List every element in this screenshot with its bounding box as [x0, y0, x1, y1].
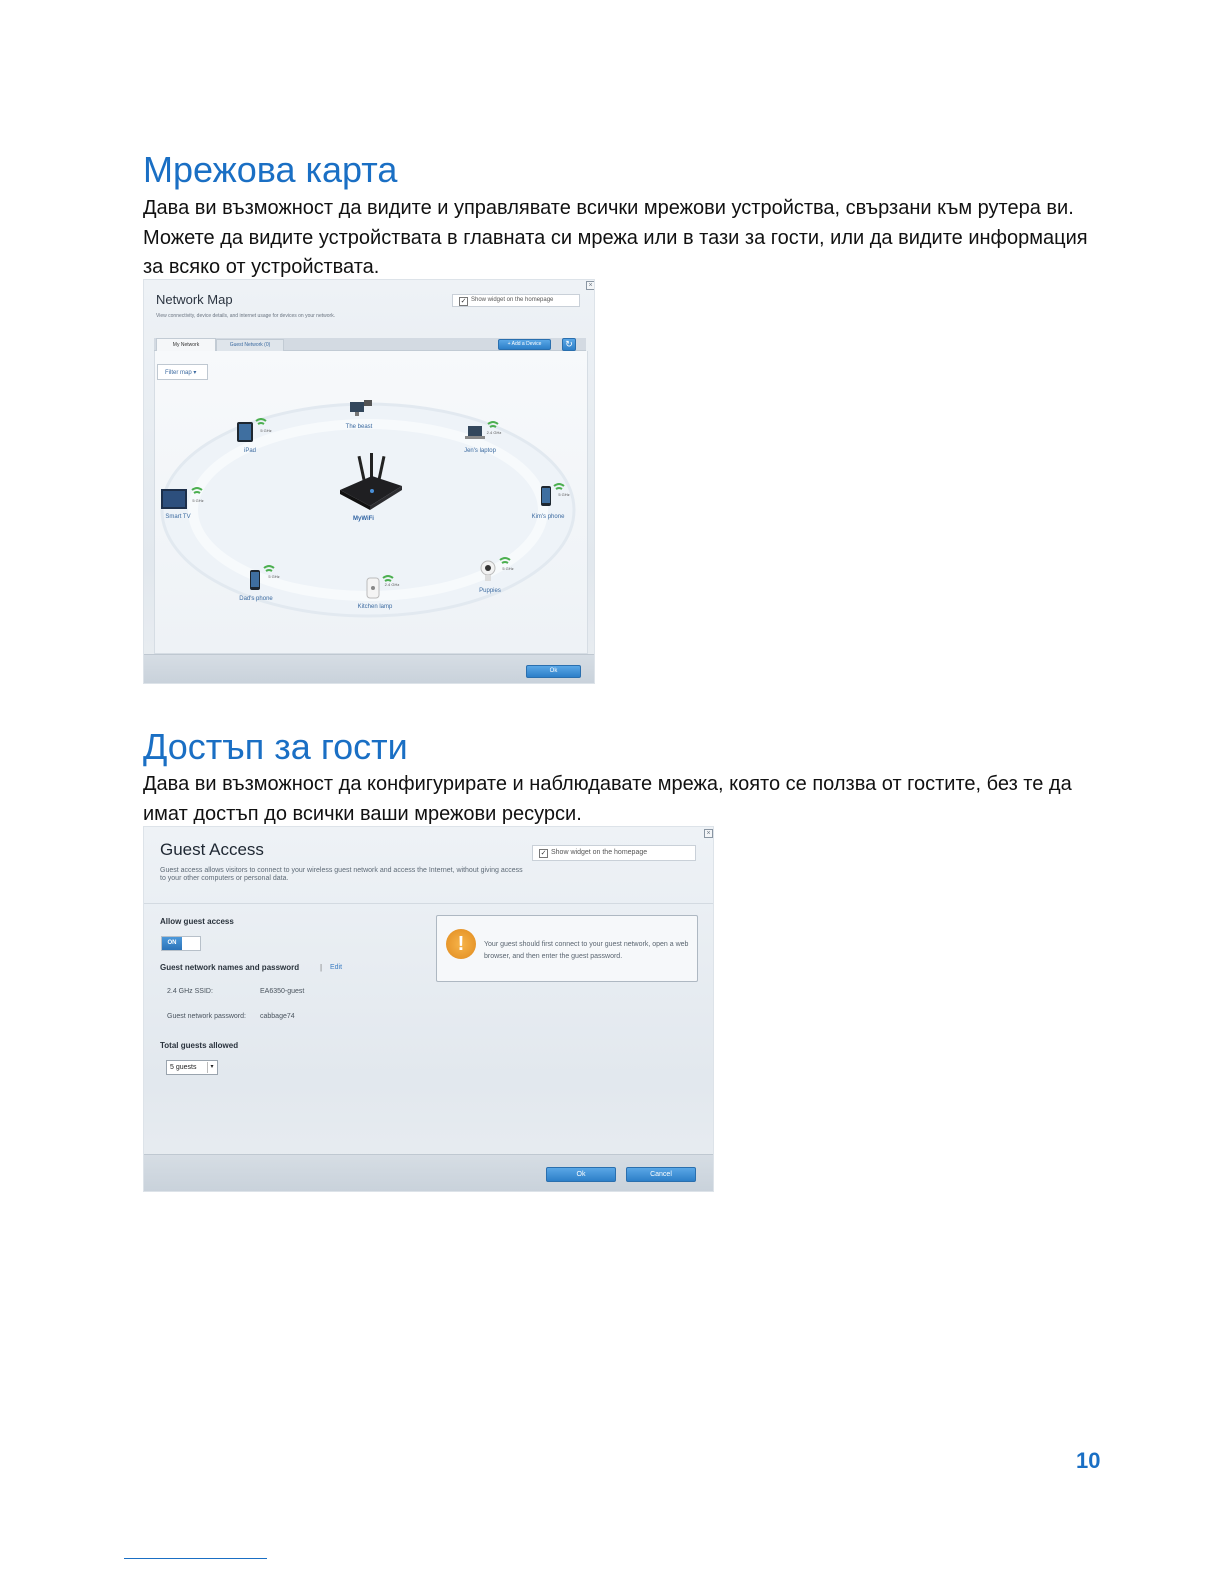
total-guests-select[interactable]	[166, 1060, 218, 1075]
device-jens-laptop[interactable]	[458, 420, 502, 454]
tab-guest-network[interactable]: Guest Network (0)	[216, 339, 284, 351]
device-band: 2.4 GHz	[486, 430, 502, 435]
guests-value: 5 guests	[170, 1064, 197, 1071]
close-icon[interactable]: ×	[704, 829, 713, 838]
network-map-title: Network Map	[156, 292, 233, 307]
phone-icon	[236, 564, 276, 594]
edit-link[interactable]: Edit	[330, 964, 343, 971]
password-value: cabbage74	[260, 1013, 295, 1020]
plus-icon: +	[507, 341, 512, 347]
warning-icon: !	[446, 929, 476, 959]
tab-my-network[interactable]: My Network	[156, 338, 216, 352]
filter-map-label: Filter map	[165, 370, 192, 376]
device-name: The beast	[345, 424, 373, 430]
checkbox-check-icon: ✓	[540, 850, 547, 857]
device-smart-tv[interactable]	[158, 486, 198, 520]
device-band: 2.4 GHz	[384, 582, 400, 587]
section-heading-network-map: Мрежова карта	[143, 149, 398, 190]
ssid-value: EA6350-guest	[260, 988, 305, 995]
device-the-beast[interactable]	[339, 398, 379, 430]
close-icon[interactable]: ×	[586, 281, 595, 290]
device-name: iPad	[243, 448, 256, 454]
device-band: 5 GHz	[268, 574, 280, 579]
network-map-subtitle: View connectivity, device details, and internet usage for devices on your network.	[156, 313, 336, 319]
caret-down-icon: ▾	[207, 1062, 216, 1073]
device-band: 5 GHz	[502, 566, 514, 571]
phone-icon	[528, 482, 568, 512]
label-separator: |	[320, 963, 323, 972]
show-widget-label: Show widget on the homepage	[471, 297, 554, 303]
device-name: Kitchen lamp	[357, 604, 393, 610]
header-divider	[144, 903, 714, 904]
smart-plug-icon	[353, 574, 397, 602]
guest-access-subtitle: Guest access allows visitors to connect to your wireless guest network and access the Internet, without giving access to your other computers or personal data.	[160, 867, 523, 882]
ssid-label: 2.4 GHz SSID:	[167, 988, 213, 995]
desktop-icon	[344, 398, 374, 422]
total-guests-label: Total guests allowed	[160, 1041, 239, 1050]
ok-button[interactable]: Ok	[526, 665, 581, 678]
device-puppies[interactable]	[470, 556, 510, 594]
router-name: MyWiFi	[353, 516, 374, 522]
camera-icon	[470, 556, 514, 586]
section-heading-guest-access: Достъп за гости	[143, 726, 408, 767]
device-band: 5 GHz	[260, 428, 272, 433]
caret-down-icon: ▾	[193, 370, 197, 376]
page-number: 10	[1076, 1448, 1101, 1473]
device-ipad[interactable]	[232, 418, 268, 454]
password-label: Guest network password:	[167, 1013, 246, 1020]
allow-guest-label: Allow guest access	[160, 917, 234, 926]
device-dads-phone[interactable]	[234, 564, 278, 602]
guest-access-toggle[interactable]	[161, 936, 201, 951]
guest-notice-box	[436, 915, 698, 982]
device-name: Smart TV	[165, 514, 191, 520]
section-paragraph-network-map: Дава ви възможност да видите и управлявате всички мрежови устройства, свързани към рутера ви. Можете да видите устройствата в главната си мрежа или в тази за гости, или да видите информация за всяко от устройствата.	[143, 197, 1088, 278]
cancel-button[interactable]: Cancel	[626, 1167, 696, 1182]
device-band: 5 GHz	[558, 492, 570, 497]
footnote-rule	[124, 1558, 267, 1559]
checkbox-check-icon: ✓	[460, 297, 467, 305]
add-device-label: Add a Device	[511, 341, 542, 347]
refresh-icon: ↻	[565, 339, 573, 349]
guest-access-screenshot	[143, 826, 714, 1192]
ok-button[interactable]: Ok	[546, 1167, 616, 1182]
device-name: Kim's phone	[531, 514, 565, 520]
device-name: Dad's phone	[239, 596, 273, 602]
device-name: Puppies	[479, 588, 501, 594]
device-name: Jen's laptop	[464, 448, 496, 454]
device-band: 5 GHz	[192, 498, 204, 503]
show-widget-checkbox[interactable]	[532, 845, 696, 861]
network-map-screenshot	[143, 279, 595, 684]
toggle-on-label: ON	[162, 937, 182, 950]
section-paragraph-guest-access: Дава ви възможност да конфигурирате и наблюдавате мрежа, която се ползва от гостите, без те да имат достъп до всички ваши мрежови ресурси.	[143, 773, 1072, 825]
guest-names-label: Guest network names and password	[160, 963, 300, 972]
device-kitchen-lamp[interactable]	[350, 574, 400, 610]
device-kims-phone[interactable]	[528, 482, 568, 520]
router-icon[interactable]	[334, 450, 406, 512]
guest-notice-text: Your guest should first connect to your guest network, open a web browser, and then enter the guest password.	[484, 941, 689, 960]
guest-access-title: Guest Access	[160, 840, 264, 859]
show-widget-label: Show widget on the homepage	[551, 849, 648, 856]
